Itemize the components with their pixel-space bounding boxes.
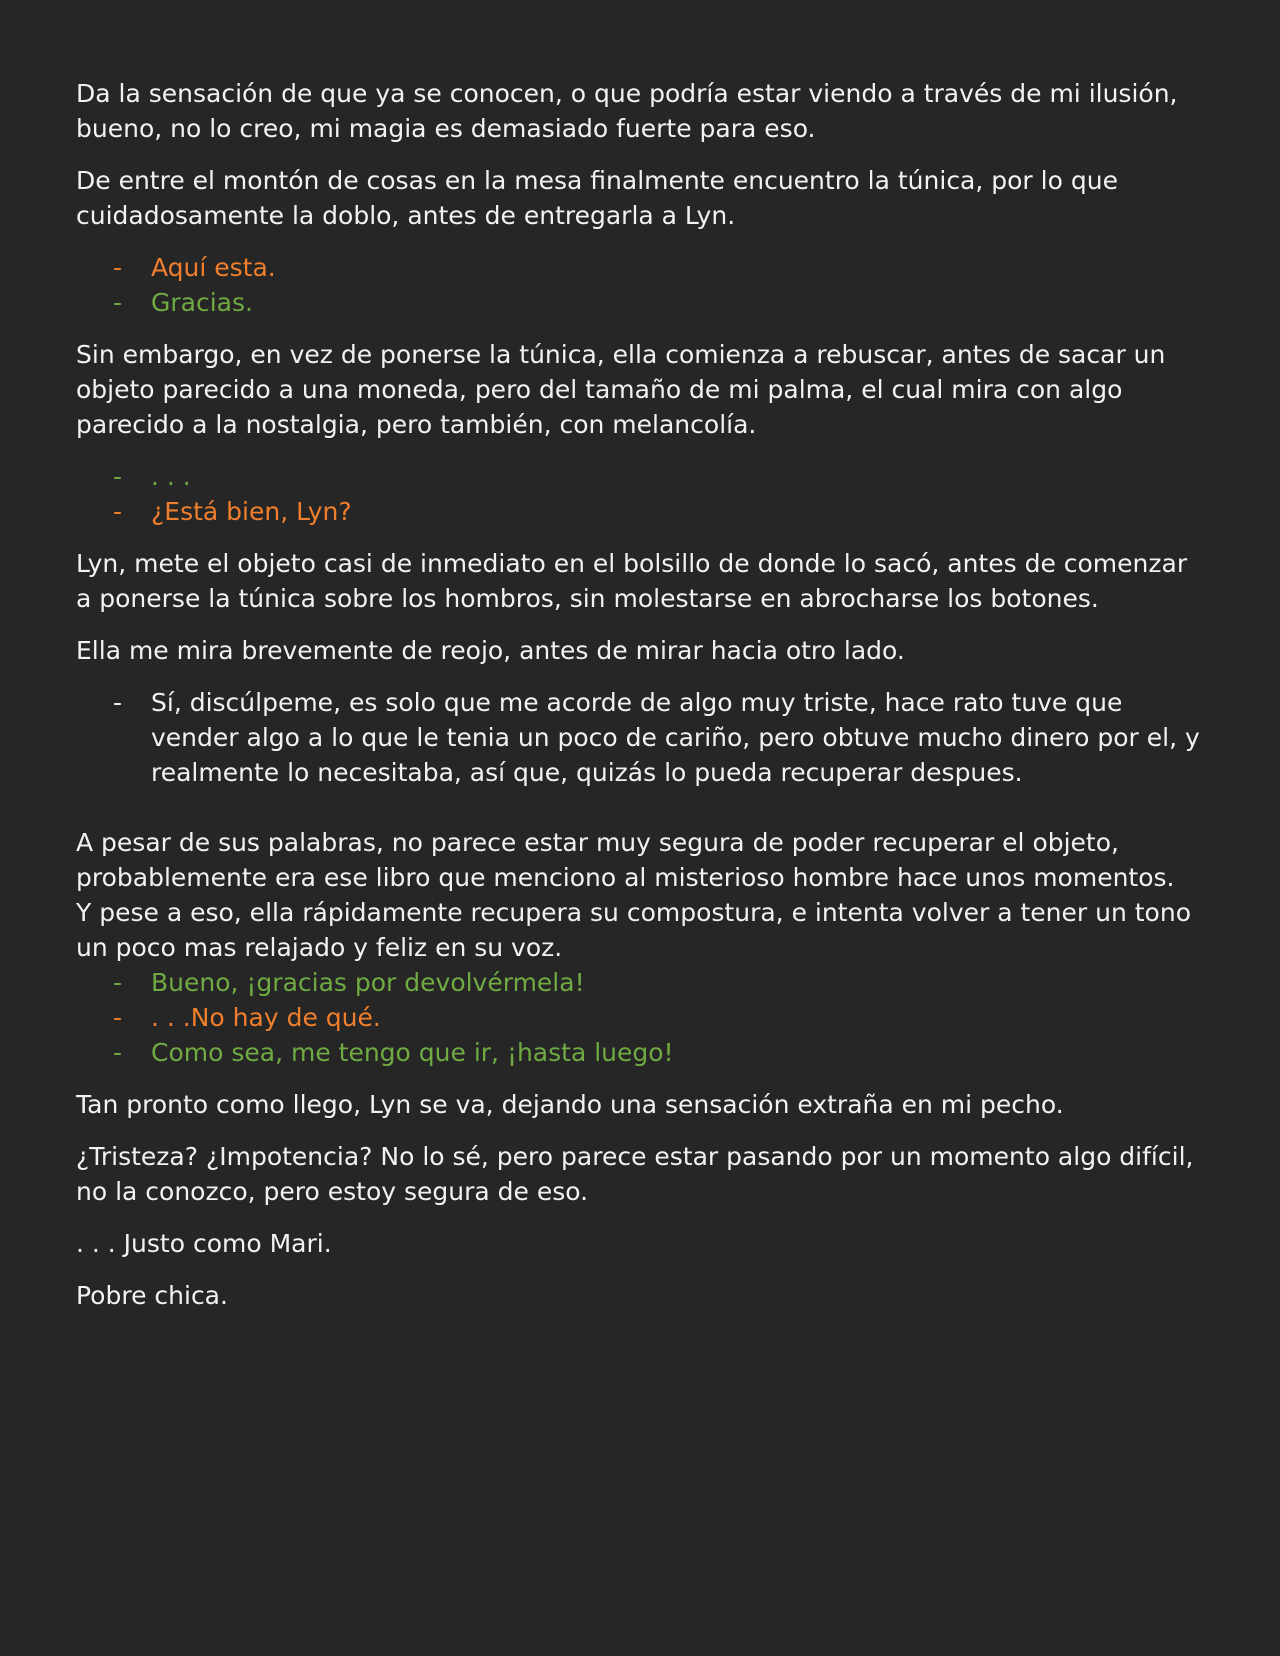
paragraph: A pesar de sus palabras, no parece estar muy segura de poder recuperar el objeto, probablemente era ese libro que menciono al misterioso hombre hace unos momentos. bbox=[76, 828, 1175, 892]
dialogue-line bbox=[76, 285, 1204, 320]
dialogue-line bbox=[76, 685, 1204, 790]
paragraph: Da la sensación de que ya se conocen, o que podría estar viendo a través de mi ilusión, bueno, no lo creo, mi magia es demasiado fuerte para eso. bbox=[76, 79, 1178, 143]
dialogue-dash: - bbox=[113, 462, 123, 491]
paragraph: ¿Tristeza? ¿Impotencia? No lo sé, pero parece estar pasando por un momento algo difícil, no la conozco, pero estoy segura de eso. bbox=[76, 1142, 1194, 1206]
paragraph: Sin embargo, en vez de ponerse la túnica, ella comienza a rebuscar, antes de sacar un objeto parecido a una moneda, pero del tamaño de mi palma, el cual mira con algo parecido a la nostalgia, pero también, con melancolía. bbox=[76, 340, 1166, 439]
dialogue-list bbox=[76, 685, 1204, 790]
paragraph: Tan pronto como llego, Lyn se va, dejando una sensación extraña en mi pecho. bbox=[76, 1090, 1064, 1119]
dialogue-dash: - bbox=[113, 688, 123, 717]
dialogue-text: . . .No hay de qué. bbox=[151, 1003, 381, 1032]
dialogue-dash: - bbox=[113, 497, 123, 526]
dialogue-line bbox=[76, 965, 1204, 1000]
dialogue-text: Como sea, me tengo que ir, ¡hasta luego! bbox=[151, 1038, 674, 1067]
dialogue-text: Sí, discúlpeme, es solo que me acorde de algo muy triste, hace rato tuve que vender algo a lo que le tenia un poco de cariño, pero obtuve mucho dinero por el, y realmente lo necesitaba, así que, quizás lo pueda recuperar despues. bbox=[151, 688, 1200, 787]
dialogue-line bbox=[76, 1035, 1204, 1070]
dialogue-dash: - bbox=[113, 253, 123, 282]
dialogue-text: . . . bbox=[151, 462, 191, 491]
dialogue-text: Aquí esta. bbox=[151, 253, 276, 282]
dialogue-dash: - bbox=[113, 1003, 123, 1032]
paragraph: . . . Justo como Mari. bbox=[76, 1229, 332, 1258]
paragraph: Lyn, mete el objeto casi de inmediato en el bolsillo de donde lo sacó, antes de comenzar a ponerse la túnica sobre los hombros, sin molestarse en abrocharse los botones. bbox=[76, 549, 1188, 613]
dialogue-dash: - bbox=[113, 968, 123, 997]
dialogue-list bbox=[76, 250, 1204, 320]
dialogue-text: Gracias. bbox=[151, 288, 253, 317]
dialogue-line bbox=[76, 459, 1204, 494]
dialogue-dash: - bbox=[113, 288, 123, 317]
dialogue-text: ¿Está bien, Lyn? bbox=[151, 497, 352, 526]
dialogue-list bbox=[76, 459, 1204, 529]
dialogue-line bbox=[76, 494, 1204, 529]
dialogue-text: Bueno, ¡gracias por devolvérmela! bbox=[151, 968, 585, 997]
paragraph: Ella me mira brevemente de reojo, antes de mirar hacia otro lado. bbox=[76, 636, 905, 665]
dialogue-line bbox=[76, 250, 1204, 285]
dialogue-list bbox=[76, 965, 1204, 1070]
dialogue-line bbox=[76, 1000, 1204, 1035]
paragraph: De entre el montón de cosas en la mesa finalmente encuentro la túnica, por lo que cuidadosamente la doblo, antes de entregarla a Lyn. bbox=[76, 166, 1118, 230]
paragraph: Pobre chica. bbox=[76, 1281, 228, 1310]
paragraph: Y pese a eso, ella rápidamente recupera su compostura, e intenta volver a tener un tono un poco mas relajado y feliz en su voz. bbox=[76, 898, 1191, 962]
dialogue-dash: - bbox=[113, 1038, 123, 1067]
